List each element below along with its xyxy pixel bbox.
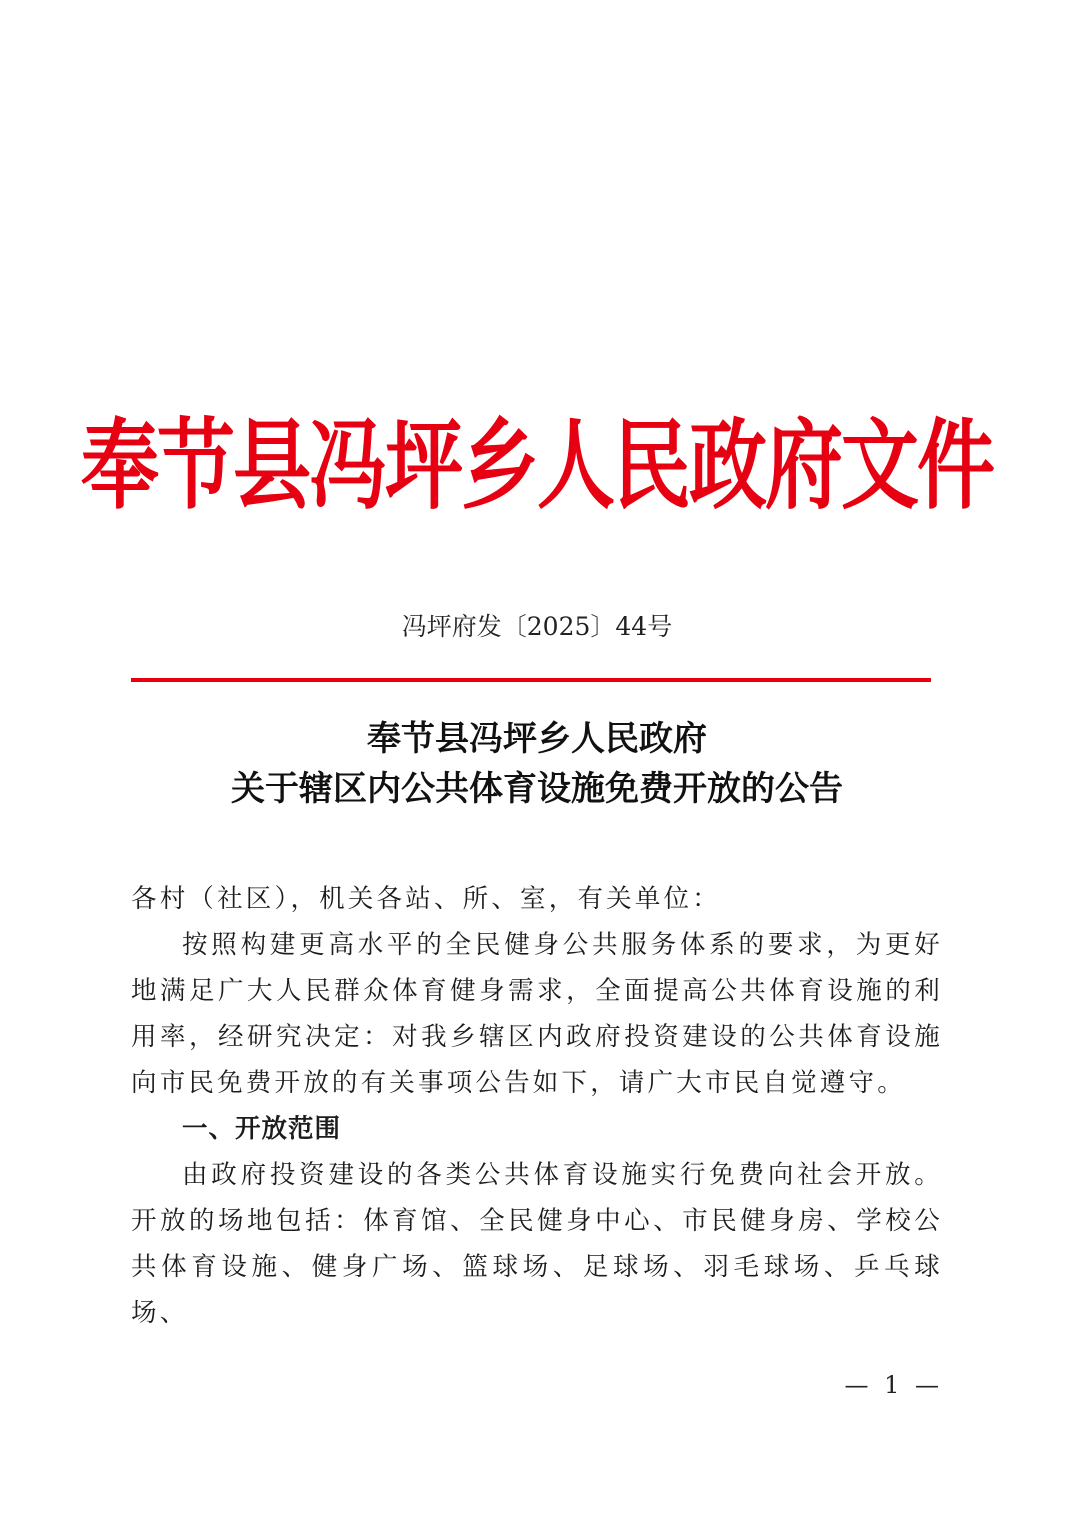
section-heading-scope: 一、开放范围 [182, 1114, 342, 1144]
document-body [131, 876, 943, 1336]
title-line-1: 奉节县冯坪乡人民政府 [367, 719, 707, 759]
document-title [0, 714, 1074, 814]
page-number: — 1 — [844, 1371, 943, 1399]
red-separator-rule [131, 678, 931, 682]
title-line-2: 关于辖区内公共体育设施免费开放的公告 [231, 769, 843, 809]
document-number: 冯坪府发〔2025〕44号 [401, 612, 673, 641]
salutation: 各村（社区），机关各站、所、室，有关单位： [131, 884, 721, 914]
section-paragraph-scope: 由政府投资建设的各类公共体育设施实行免费向社会开放。开放的场地包括：体育馆、全民健身中心、市民健身房、学校公共体育设施、健身广场、篮球场、足球场、羽毛球场、乒乓球场、 [131, 1160, 943, 1328]
intro-paragraph: 按照构建更高水平的全民健身公共服务体系的要求，为更好地满足广大人民群众体育健身需求，全面提高公共体育设施的利用率，经研究决定：对我乡辖区内政府投资建设的公共体育设施向市民免费开放的有关事项公告如下，请广大市民自觉遵守。 [131, 930, 943, 1098]
document-masthead: 奉节县冯坪乡人民政府文件 [80, 410, 993, 524]
